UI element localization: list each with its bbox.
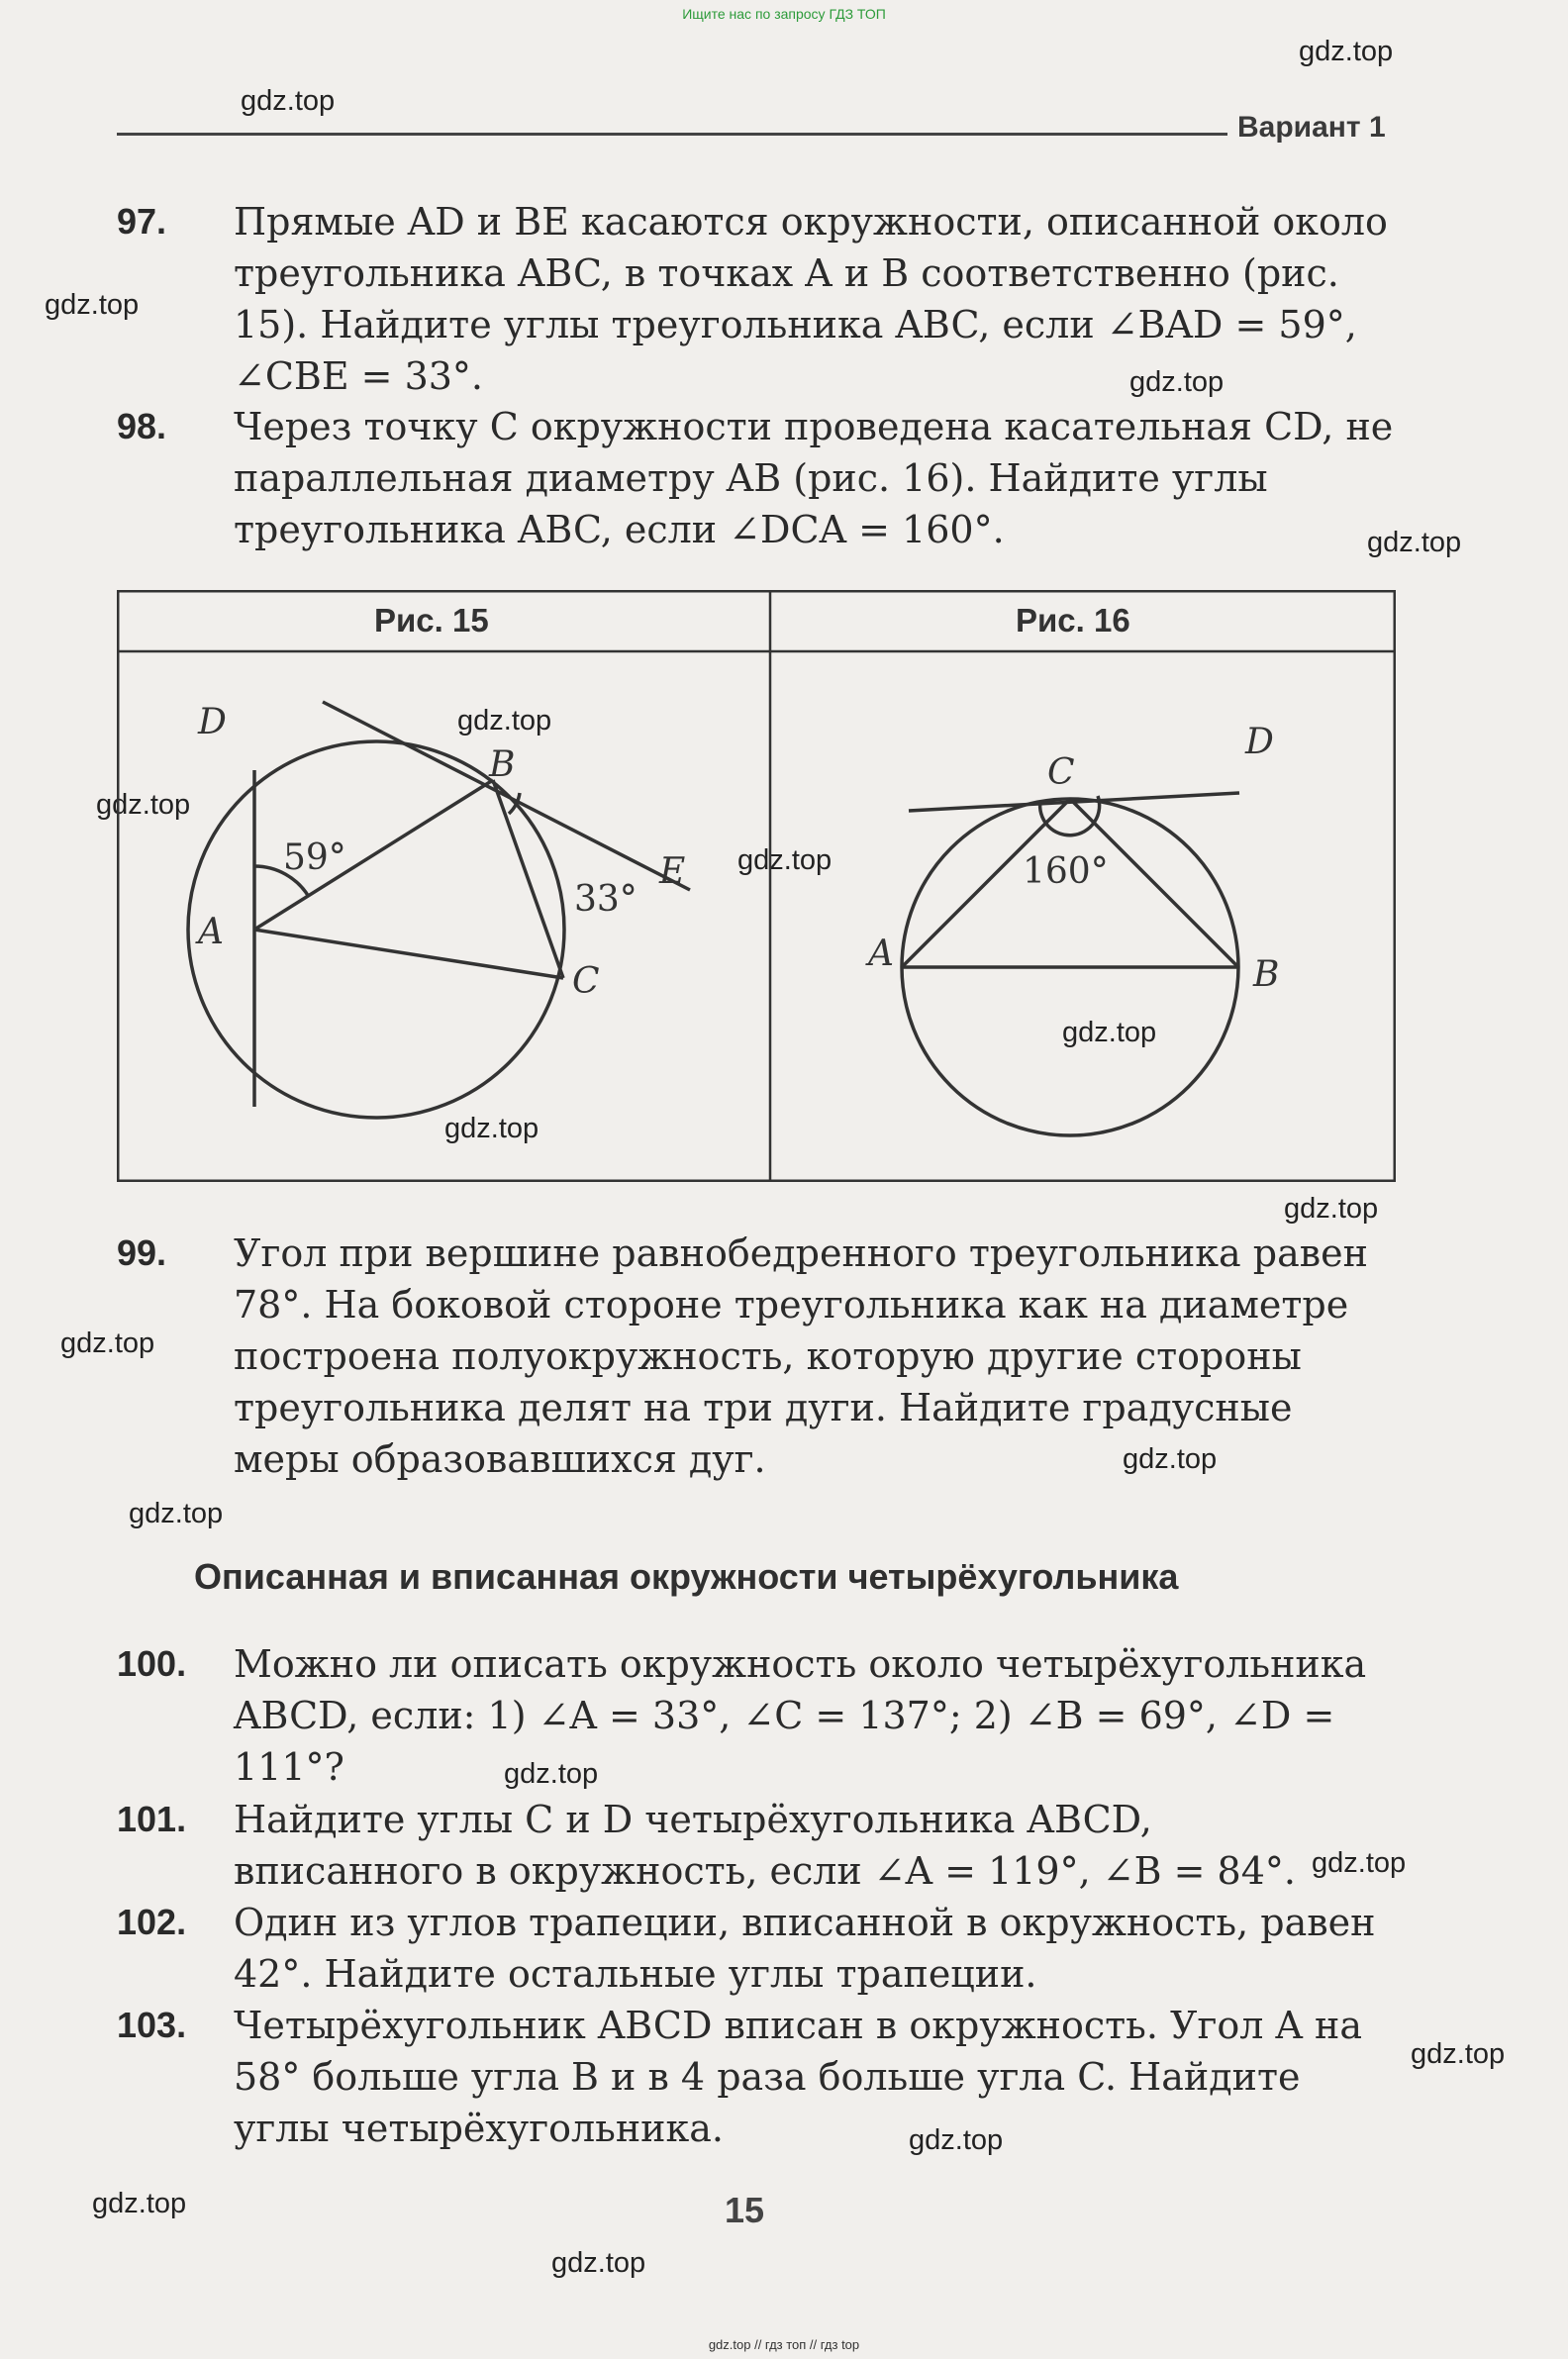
problem-number: 100. — [117, 1643, 187, 1684]
problem-text: Через точку C окружности проведена касательная CD, не параллельная диаметру AB (рис. 16). Найдите углы треугольника ABC, если ∠DCA = 160°. — [234, 405, 1394, 551]
figures-panel — [117, 590, 1396, 1182]
fig16-label-C: C — [1047, 752, 1075, 793]
fig15-label-B: B — [489, 744, 516, 785]
watermark: gdz.top — [241, 85, 336, 117]
fig15-label-D: D — [198, 702, 227, 742]
watermark: gdz.top — [1123, 1443, 1218, 1475]
watermark: gdz.top — [457, 705, 552, 737]
watermark: gdz.top — [504, 1758, 599, 1790]
problem-text: Можно ли описать окружность около четырёхугольника ABCD, если: 1) ∠A = 33°, ∠C = 137°; 2) ∠B = 69°, ∠D = 111°? — [234, 1642, 1367, 1789]
top-banner: Ищите нас по запросу ГДЗ ТОП — [682, 6, 886, 22]
watermark: gdz.top — [60, 1327, 155, 1359]
watermark: gdz.top — [444, 1113, 539, 1144]
watermark: gdz.top — [1284, 1193, 1379, 1225]
bottom-banner: gdz.top // гдз топ // гдз top — [708, 2337, 860, 2352]
tangent-BE — [323, 702, 690, 890]
fig15-angle-33: 33° — [574, 879, 637, 920]
fig16-label-A: A — [868, 934, 894, 974]
fig15-label-A: A — [198, 912, 224, 952]
problem-text: Прямые AD и BE касаются окружности, описанной около треугольника ABC, в точках A и B соответственно (рис. 15). Найдите углы треугольника ABC, если ∠BAD = 59°, ∠CBE = 33°. — [234, 200, 1388, 398]
header-rule — [117, 133, 1227, 136]
side-AC — [254, 930, 563, 978]
watermark: gdz.top — [92, 2188, 187, 2219]
watermark: gdz.top — [45, 289, 140, 321]
figures-frame — [118, 591, 1395, 1181]
watermark: gdz.top — [909, 2124, 1004, 2156]
watermark: gdz.top — [1312, 1847, 1407, 1879]
fig15-angle-59: 59° — [283, 837, 346, 878]
problem-100 — [117, 1638, 1394, 1793]
watermark: gdz.top — [1129, 366, 1225, 398]
watermark: gdz.top — [1299, 36, 1394, 67]
problem-number: 99. — [117, 1232, 167, 1273]
problem-text: Четырёхугольник ABCD вписан в окружность. Угол A на 58° больше угла B и в 4 раза больше угла C. Найдите углы четырёхугольника. — [234, 2004, 1362, 2150]
side-BC — [493, 780, 563, 978]
fig15-title: Рис. 15 — [374, 602, 489, 639]
fig16-drawing — [902, 793, 1239, 1135]
problem-number: 102. — [117, 1902, 187, 1942]
problem-102 — [117, 1897, 1394, 2000]
problem-number: 101. — [117, 1799, 187, 1839]
watermark: gdz.top — [96, 789, 191, 821]
problem-text: Один из углов трапеции, вписанной в окружность, равен 42°. Найдите остальные углы трапеции. — [234, 1901, 1376, 1996]
problem-98 — [117, 401, 1394, 555]
problem-text: Найдите углы C и D четырёхугольника ABCD, вписанного в окружность, если ∠A = 119°, ∠B = 84°. — [234, 1798, 1296, 1893]
watermark: gdz.top — [129, 1498, 224, 1529]
fig16-label-B: B — [1253, 954, 1280, 995]
fig16-angle-160: 160° — [1023, 851, 1109, 892]
problem-number: 103. — [117, 2005, 187, 2045]
watermark: gdz.top — [1411, 2038, 1506, 2070]
watermark: gdz.top — [737, 844, 833, 876]
page-number: 15 — [725, 2190, 765, 2230]
fig15-label-C: C — [572, 961, 600, 1002]
section-title: Описанная и вписанная окружности четырёхугольника — [194, 1556, 1179, 1597]
problem-99 — [117, 1228, 1394, 1485]
watermark: gdz.top — [1367, 527, 1462, 558]
problem-number: 97. — [117, 201, 167, 242]
fig15-label-E: E — [659, 851, 686, 892]
fig16-title: Рис. 16 — [1016, 602, 1130, 639]
problem-101 — [117, 1794, 1394, 1897]
watermark: gdz.top — [551, 2247, 646, 2279]
watermark: gdz.top — [1062, 1017, 1157, 1048]
problem-103 — [117, 2000, 1394, 2154]
problem-number: 98. — [117, 406, 167, 446]
variant-label: Вариант 1 — [1237, 111, 1386, 144]
problem-text: Угол при вершине равнобедренного треугольника равен 78°. На боковой стороне треугольника как на диаметре построена полуокружность, которую другие стороны треугольника делят на три дуги. Найдите градусные меры образовавшихся дуг. — [234, 1231, 1368, 1481]
fig16-label-D: D — [1245, 722, 1274, 762]
problem-97 — [117, 196, 1394, 402]
